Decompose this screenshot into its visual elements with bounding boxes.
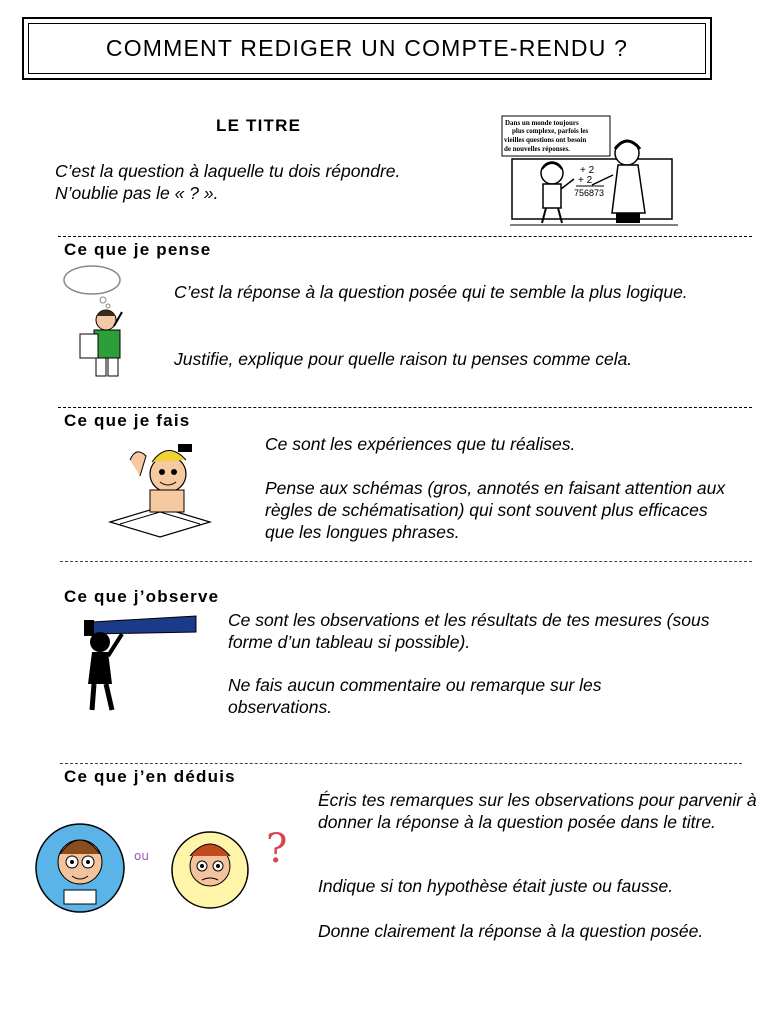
telescope-silhouette-image bbox=[78, 612, 198, 716]
observe-paragraph-2: Ne fais aucun commentaire ou remarque sur les observations. bbox=[228, 675, 602, 717]
cartoon-caption-4: de nouvelles réponses. bbox=[504, 145, 570, 153]
cartoon-caption-3: vieilles questions ont besoin bbox=[504, 136, 587, 144]
heading-ce-que-j-en-deduis: Ce que j’en déduis bbox=[64, 767, 236, 786]
section-divider bbox=[60, 561, 752, 562]
working-boy-image bbox=[100, 432, 218, 542]
titre-line-1: C’est la question à laquelle tu dois répondre. bbox=[55, 161, 401, 181]
deduis-paragraph-2: Indique si ton hypothèse était juste ou fausse. bbox=[318, 876, 674, 896]
two-faces-image bbox=[34, 812, 302, 922]
section-divider bbox=[58, 407, 752, 408]
cartoon-caption-2: plus complexe, parfois les bbox=[512, 127, 589, 135]
heading-ce-que-j-observe: Ce que j’observe bbox=[64, 587, 220, 606]
heading-ce-que-je-pense: Ce que je pense bbox=[64, 240, 212, 259]
ou-label: ou bbox=[134, 849, 149, 863]
title-box bbox=[22, 17, 712, 80]
board-math-1: + 2 bbox=[580, 165, 595, 176]
board-math-2: + 2 bbox=[578, 175, 593, 186]
titre-line-2: N’oublie pas le « ? ». bbox=[55, 183, 219, 203]
heading-ce-que-je-fais: Ce que je fais bbox=[64, 411, 191, 430]
fais-paragraph-2: Pense aux schémas (gros, annotés en faisant attention aux règles de schématisation) qui sont souvent plus efficaces que les longues phrases. bbox=[265, 478, 726, 542]
section-divider bbox=[58, 236, 752, 237]
fais-paragraph-1: Ce sont les expériences que tu réalises. bbox=[265, 434, 576, 454]
pense-paragraph-2: Justifie, explique pour quelle raison tu penses comme cela. bbox=[174, 349, 633, 369]
deduis-paragraph-3: Donne clairement la réponse à la question posée. bbox=[318, 921, 704, 941]
thinking-boy-image bbox=[58, 262, 148, 382]
board-math-result: 756873 bbox=[574, 188, 605, 198]
section-divider bbox=[60, 763, 742, 764]
observe-paragraph-1: Ce sont les observations et les résultats de tes mesures (sous forme d’un tableau si possible). bbox=[228, 610, 710, 652]
heading-le-titre: LE TITRE bbox=[216, 116, 302, 135]
classroom-cartoon-image bbox=[500, 113, 680, 228]
page-title: COMMENT REDIGER UN COMPTE-RENDU ? bbox=[105, 35, 629, 61]
question-mark-glyph: ? bbox=[266, 826, 288, 872]
pense-paragraph-1: C’est la réponse à la question posée qui te semble la plus logique. bbox=[174, 282, 688, 302]
cartoon-caption-1: Dans un monde toujours bbox=[505, 119, 579, 127]
title-inner-border bbox=[28, 23, 706, 74]
deduis-paragraph-1: Écris tes remarques sur les observations pour parvenir à donner la réponse à la question posée dans le titre. bbox=[318, 790, 757, 832]
